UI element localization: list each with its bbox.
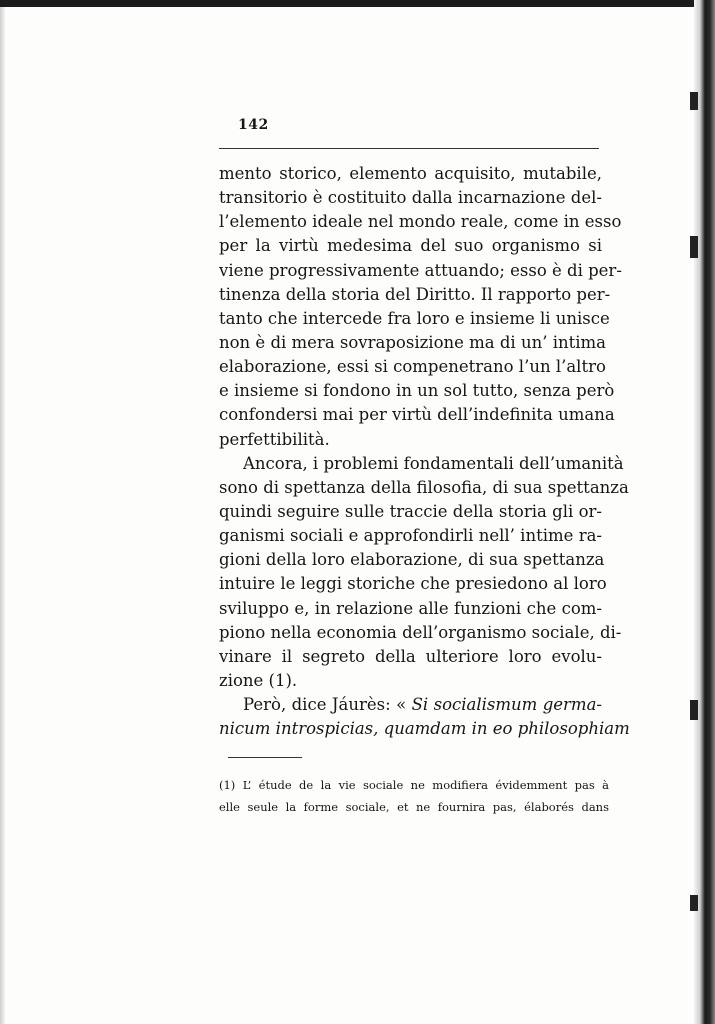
text-line: sviluppo e, in relazione alle funzioni che com- xyxy=(219,598,602,618)
scan-left-edge xyxy=(0,7,5,1024)
text-line: l’elemento ideale nel mondo reale, come in esso xyxy=(219,212,622,232)
text-line: tinenza della storia del Diritto. Il rapporto per- xyxy=(219,284,611,304)
quote-line xyxy=(219,717,630,741)
scan-edge-mark xyxy=(690,700,698,720)
scan-edge-mark xyxy=(690,236,698,258)
body-text xyxy=(219,162,630,741)
text-line: e insieme si fondono in un sol tutto, senza però xyxy=(219,381,615,401)
footnote-line: (1) L’ étude de la vie sociale ne modifiera évidemment pas à xyxy=(219,778,609,792)
page-number: 142 xyxy=(238,117,269,133)
latin-quote: Si socialismum germa- xyxy=(411,695,602,715)
footnote-rule xyxy=(228,757,302,758)
text-line: per la virtù medesima del suo organismo si xyxy=(219,236,602,256)
text-line: viene progressivamente attuando; esso è di per- xyxy=(219,260,622,280)
text-line: piono nella economia dell’organismo sociale, di- xyxy=(219,622,622,642)
footnote-line: elle seule la forme sociale, et ne fournira pas, élaborés dans xyxy=(219,800,609,814)
header-rule xyxy=(219,148,599,149)
latin-quote: nicum introspicias, quamdam in eo philosophiam xyxy=(219,719,630,739)
quote-line xyxy=(219,693,602,717)
scan-edge-mark xyxy=(690,92,698,110)
footnotes xyxy=(219,774,609,818)
text-line: elaborazione, essi si compenetrano l’un l’altro xyxy=(219,357,606,377)
text-line: gioni della loro elaborazione, di sua spettanza xyxy=(219,550,605,570)
text-line: ganismi sociali e approfondirli nell’ intime ra- xyxy=(219,526,602,546)
text-line: perfettibilità. xyxy=(219,429,330,449)
text-line: mento storico, elemento acquisito, mutabile, xyxy=(219,164,602,183)
text-line: Ancora, i problemi fondamentali dell’umanità xyxy=(243,453,624,473)
text-line: vinare il segreto della ulteriore loro evolu- xyxy=(219,646,602,666)
text-line: intuire le leggi storiche che presiedono al loro xyxy=(219,574,607,594)
text-line: sono di spettanza della filosofia, di sua spettanza xyxy=(219,477,629,497)
scan-right-edge xyxy=(694,0,715,1024)
text-line: non è di mera sovraposizione ma di un’ intima xyxy=(219,332,606,352)
text-line: confondersi mai per virtù dell’indefinita umana xyxy=(219,405,615,425)
quote-intro: Però, dice Jáurès: « xyxy=(243,695,412,715)
scan-top-edge xyxy=(0,0,715,7)
text-line: transitorio è costituito dalla incarnazione del- xyxy=(219,188,602,208)
scan-edge-mark xyxy=(690,895,698,911)
text-line: quindi seguire sulle traccie della storia gli or- xyxy=(219,501,602,521)
text-line: zione (1). xyxy=(219,670,298,690)
text-line: tanto che intercede fra loro e insieme li unisce xyxy=(219,308,610,328)
